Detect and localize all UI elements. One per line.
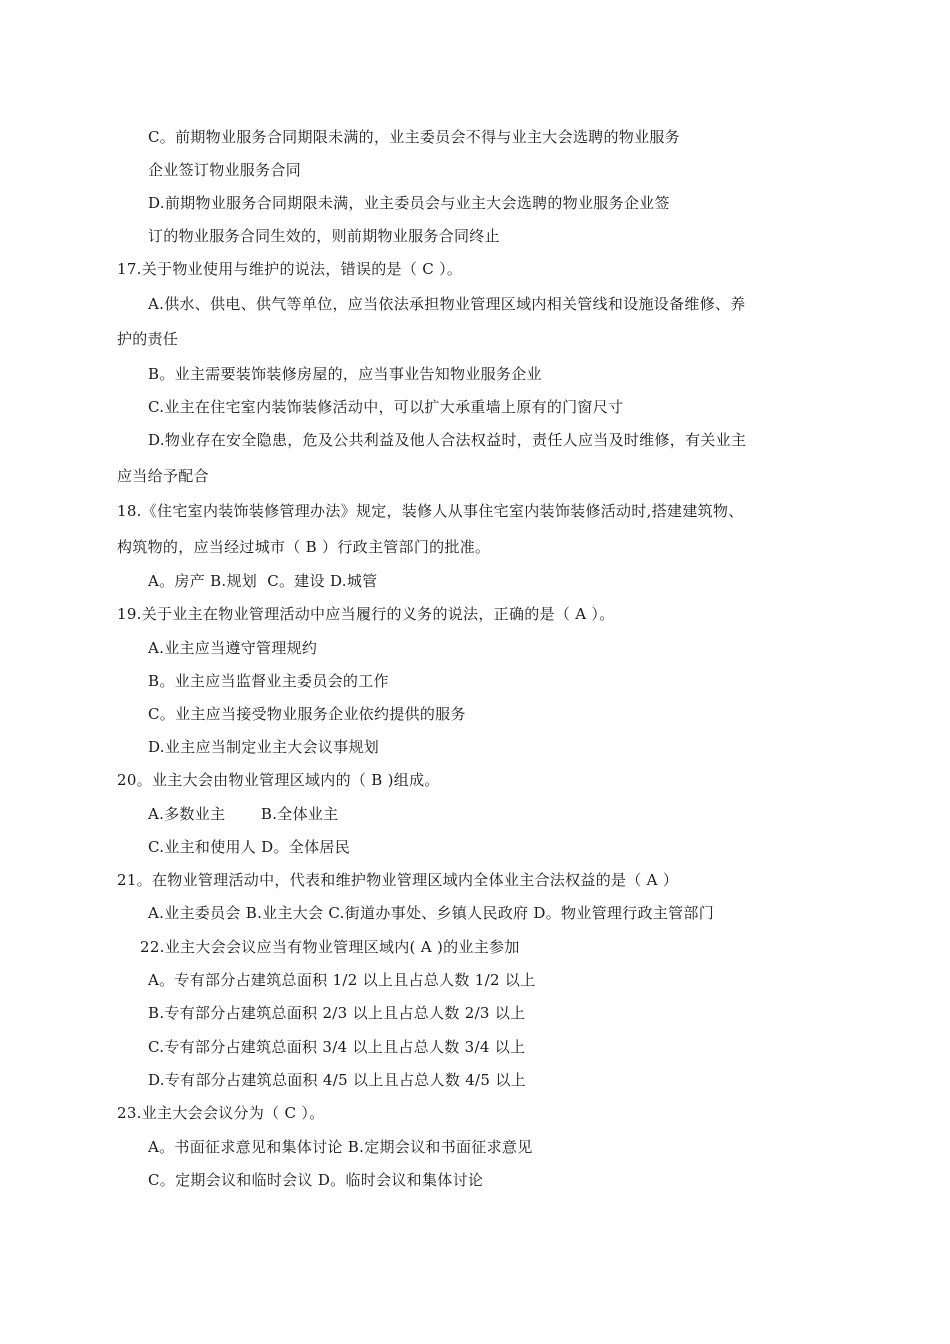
question-18-line1: 18.《住宅室内装饰装修管理办法》规定，装修人从事住宅室内装饰装修活动时,搭建建筑物、 bbox=[117, 502, 744, 520]
option-17d-line2: 应当给予配合 bbox=[117, 467, 209, 485]
question-18-line2: 构筑物的，应当经过城市（ B ）行政主管部门的批准。 bbox=[117, 538, 491, 556]
options-21: A.业主委员会 B.业主大会 C.街道办事处、乡镇人民政府 D。物业管理行政主管部门 bbox=[148, 904, 715, 922]
option-22b: B.专有部分占建筑总面积 2/3 以上且占总人数 2/3 以上 bbox=[148, 1004, 526, 1022]
option-16d-line2: 订的物业服务合同生效的，则前期物业服务合同终止 bbox=[148, 227, 500, 245]
options-23-row2: C。定期会议和临时会议 D。临时会议和集体讨论 bbox=[148, 1171, 484, 1189]
options-18: A。房产 B.规划 C。建设 D.城管 bbox=[148, 572, 378, 590]
options-20-row1: A.多数业主 B.全体业主 bbox=[148, 805, 339, 823]
option-19d: D.业主应当制定业主大会议事规划 bbox=[148, 738, 380, 756]
option-16c-line1: C。前期物业服务合同期限未满的，业主委员会不得与业主大会选聘的物业服务 bbox=[148, 128, 680, 146]
option-16d-line1: D.前期物业服务合同期限未满，业主委员会与业主大会选聘的物业服务企业签 bbox=[148, 194, 670, 212]
options-20-row2: C.业主和使用人 D。全体居民 bbox=[148, 838, 351, 856]
options-23-row1: A。书面征求意见和集体讨论 B.定期会议和书面征求意见 bbox=[148, 1138, 533, 1156]
option-16c-line2: 企业签订物业服务合同 bbox=[148, 161, 302, 179]
option-22a: A。专有部分占建筑总面积 1/2 以上且占总人数 1/2 以上 bbox=[148, 971, 536, 989]
option-17a-line1: A.供水、供电、供气等单位，应当依法承担物业管理区域内相关管线和设施设备维修、养 bbox=[148, 295, 746, 313]
option-19c: C。业主应当接受物业服务企业依约提供的服务 bbox=[148, 705, 466, 723]
question-20: 20。业主大会由物业管理区域内的（ B )组成。 bbox=[117, 771, 440, 789]
option-19b: B。业主应当监督业主委员会的工作 bbox=[148, 672, 389, 690]
question-17: 17.关于物业使用与维护的说法，错误的是（ C ）。 bbox=[117, 260, 463, 278]
option-17c: C.业主在住宅室内装饰装修活动中，可以扩大承重墙上原有的门窗尺寸 bbox=[148, 398, 624, 416]
option-19a: A.业主应当遵守管理规约 bbox=[148, 639, 318, 657]
question-21: 21。在物业管理活动中，代表和维护物业管理区域内全体业主合法权益的是（ A ） bbox=[117, 871, 679, 889]
question-22: 22.业主大会会议应当有物业管理区域内( A )的业主参加 bbox=[140, 938, 520, 956]
option-17a-line2: 护的责任 bbox=[117, 330, 179, 348]
option-17d-line1: D.物业存在安全隐患，危及公共利益及他人合法权益时，责任人应当及时维修，有关业主 bbox=[148, 431, 747, 449]
option-22d: D.专有部分占建筑总面积 4/5 以上且占总人数 4/5 以上 bbox=[148, 1071, 526, 1089]
question-19: 19.关于业主在物业管理活动中应当履行的义务的说法，正确的是（ A ）。 bbox=[117, 605, 615, 623]
option-17b: B。业主需要装饰装修房屋的，应当事业告知物业服务企业 bbox=[148, 365, 542, 383]
question-23: 23.业主大会会议分为（ C ）。 bbox=[117, 1104, 325, 1122]
option-22c: C.专有部分占建筑总面积 3/4 以上且占总人数 3/4 以上 bbox=[148, 1038, 526, 1056]
